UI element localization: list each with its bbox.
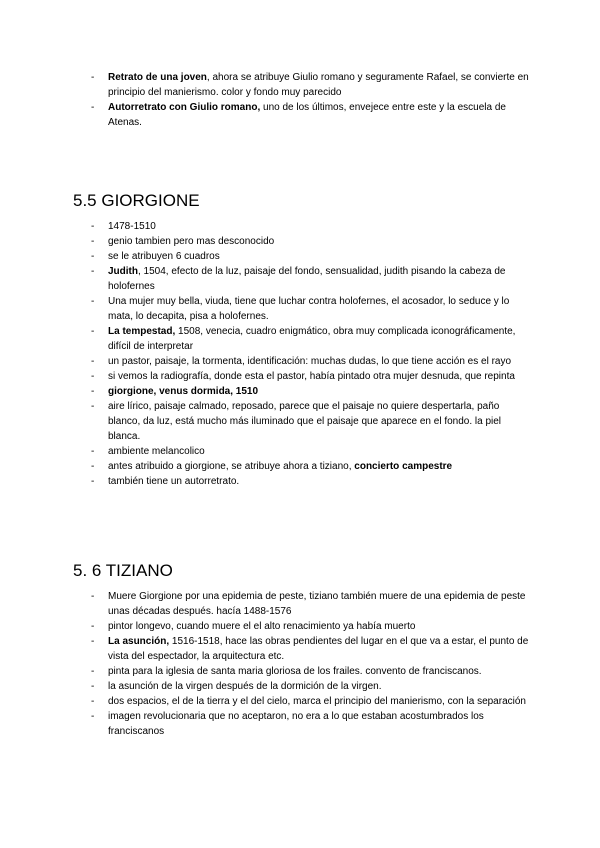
- item-text: 1478-1510: [108, 221, 156, 232]
- top-list: [91, 70, 531, 130]
- item-text: aire lírico, paisaje calmado, reposado, parece que el paisaje no quiere despertarla, paño blanco, da luz, está mucho más iluminado que el paisaje que aparece en el fondo. la piel blanca.: [108, 401, 502, 442]
- item-text: Muere Giorgione por una epidemia de peste, tiziano también muere de una epidemia de peste unas décadas después. hacía 1488-1576: [108, 591, 526, 617]
- section-heading-tiziano: 5. 6 TIZIANO: [73, 561, 173, 580]
- tiziano-list: [91, 589, 531, 739]
- bold-text: La tempestad,: [108, 326, 176, 337]
- bold-text: Judith: [108, 266, 138, 277]
- bold-text: Autorretrato con Giulio romano,: [108, 102, 261, 113]
- list-item: [91, 384, 531, 399]
- item-text: genio tambien pero mas desconocido: [108, 236, 275, 247]
- list-item: [91, 679, 531, 694]
- item-text: , ahora se atribuye Giulio romano y seguramente Rafael, se convierte en principio del manierismo. color y fondo muy parecido: [108, 72, 529, 98]
- item-text: uno de los últimos, envejece entre este y la escuela de Atenas.: [108, 102, 506, 128]
- list-item: [91, 219, 531, 234]
- list-item: [91, 709, 531, 739]
- list-item: [91, 459, 531, 474]
- item-text: pintor longevo, cuando muere el el alto renacimiento ya había muerto: [108, 621, 416, 632]
- list-item: [91, 619, 531, 634]
- list-item: [91, 694, 531, 709]
- list-item: [91, 234, 531, 249]
- item-text: 1516-1518, hace las obras pendientes del lugar en el que va a estar, el punto de vista del espectador, la arquitectura etc.: [108, 636, 529, 662]
- list-item: [91, 399, 531, 444]
- item-text: si vemos la radiografía, donde esta el pastor, había pintado otra mujer desnuda, que repinta: [108, 371, 515, 382]
- item-text: la asunción de la virgen después de la dormición de la virgen.: [108, 681, 382, 692]
- list-item: [91, 474, 531, 489]
- giorgione-list: [91, 219, 531, 489]
- list-item: [91, 324, 531, 354]
- item-text: imagen revolucionaria que no aceptaron, no era a lo que estaban acostumbrados los franciscanos: [108, 711, 484, 737]
- item-text: también tiene un autorretrato.: [108, 476, 240, 487]
- list-item: [91, 369, 531, 384]
- list-item: [91, 444, 531, 459]
- bold-text: giorgione, venus dormida, 1510: [108, 386, 259, 397]
- item-text: se le atribuyen 6 cuadros: [108, 251, 220, 262]
- list-item: [91, 664, 531, 679]
- bold-text: concierto campestre: [354, 461, 453, 472]
- list-item: [91, 294, 531, 324]
- item-text: antes atribuido a giorgione, se atribuye ahora a tiziano,: [108, 461, 355, 472]
- bold-text: La asunción,: [108, 636, 170, 647]
- list-item: [91, 264, 531, 294]
- list-item: [91, 70, 531, 100]
- item-text: , 1504, efecto de la luz, paisaje del fondo, sensualidad, judith pisando la cabeza de holofernes: [108, 266, 506, 292]
- section-heading-giorgione: 5.5 GIORGIONE: [73, 191, 200, 210]
- list-item: [91, 354, 531, 369]
- list-item: [91, 634, 531, 664]
- item-text: ambiente melancolico: [108, 446, 205, 457]
- list-item: [91, 100, 531, 130]
- item-text: 1508, venecia, cuadro enigmático, obra muy complicada iconográficamente, difícil de interpretar: [108, 326, 516, 352]
- bold-text: Retrato de una joven: [108, 72, 207, 83]
- item-text: dos espacios, el de la tierra y el del cielo, marca el principio del manierismo, con la separación: [108, 696, 526, 707]
- list-item: [91, 249, 531, 264]
- item-text: Una mujer muy bella, viuda, tiene que luchar contra holofernes, el acosador, lo seduce y lo mata, lo decapita, pisa a holofernes.: [108, 296, 510, 322]
- list-item: [91, 589, 531, 619]
- item-text: pinta para la iglesia de santa maria gloriosa de los frailes. convento de franciscanos.: [108, 666, 482, 677]
- item-text: un pastor, paisaje, la tormenta, identificación: muchas dudas, lo que tiene acción es el rayo: [108, 356, 512, 367]
